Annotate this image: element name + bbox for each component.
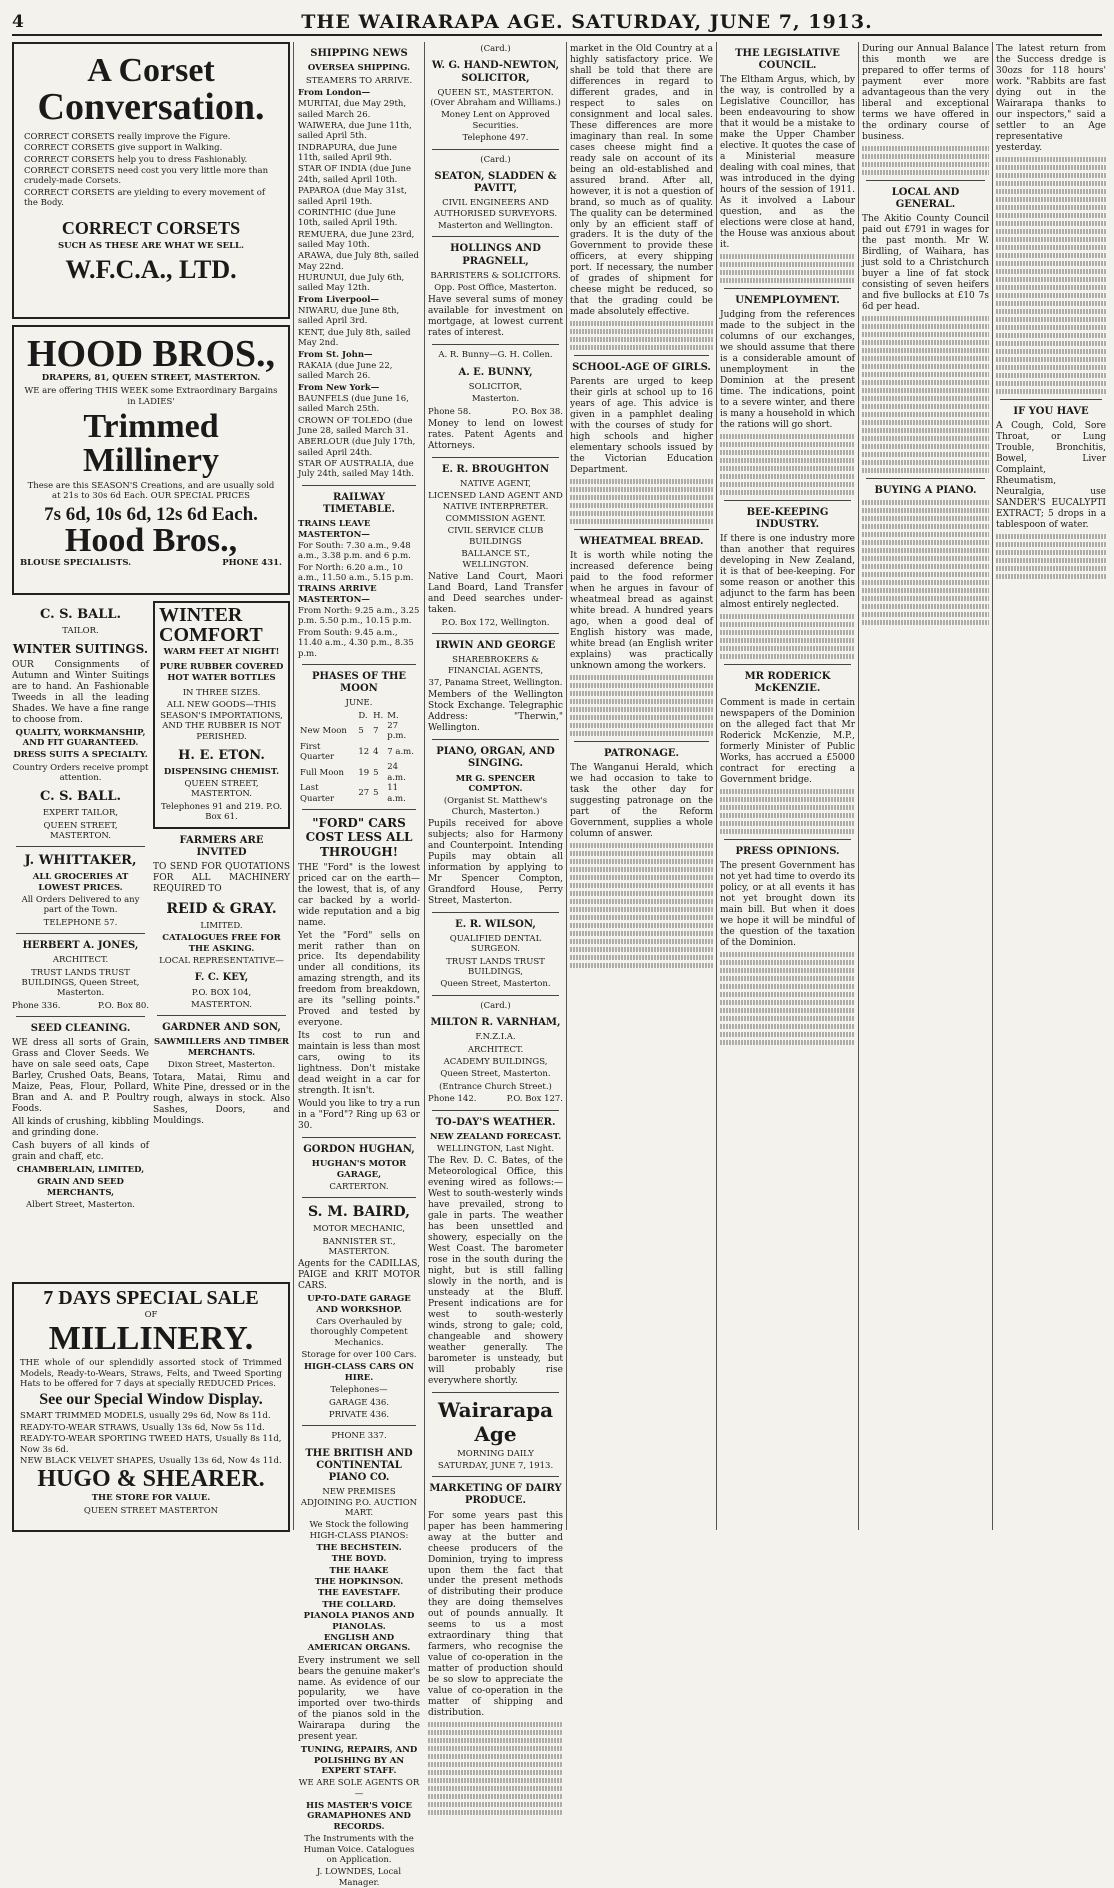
- editorial-column-2: [720, 42, 855, 1530]
- piano-brand: THE HAAKE: [329, 1565, 389, 1576]
- piano-brand: THE EAVESTAFF.: [317, 1588, 401, 1599]
- farmers-representative: LOCAL REPRESENTATIVE—: [159, 955, 284, 966]
- ship-entry: RAKAIA (due June 22, sailed March 26.: [298, 360, 393, 382]
- ship-entry: STAR OF AUSTRALIA, due July 24th, sailed May 14th.: [298, 459, 414, 480]
- consequences-text: During our Annual Balance this month we are prepared to offer terms of payment ever more advantageous than the very liberal and exceptional terms we have offered in the ordinary course of business.: [862, 44, 989, 142]
- bread-text: It is worth while noting the increased deference being paid to the food reformer when he argues in favour of wheatmeal bread as against white bread. A hundred years ago, when a good deal of English history was made, white bread (an English writer explains) was practically unknown among the workers.: [570, 551, 713, 671]
- patronage-title: PATRONAGE.: [603, 747, 679, 759]
- age-date: SATURDAY, JUNE 7, 1913.: [437, 1460, 554, 1471]
- ball-name: C. S. BALL.: [39, 607, 122, 622]
- moon-col: D.: [358, 710, 368, 721]
- railway-entry: For South: 7.30 a.m., 9.48 a.m., 3.38 p.m. and 6 p.m.: [298, 540, 411, 562]
- baird-hire: HIGH-CLASS CARS ON HIRE.: [304, 1362, 414, 1383]
- card-role: QUALIFIED DENTAL SURGEON.: [449, 934, 542, 955]
- sale-heading: 7 DAYS SPECIAL SALE: [43, 1287, 259, 1309]
- corset-line: CORRECT CORSETS give support in Walking.: [24, 143, 223, 154]
- winter-heading: WINTER: [159, 604, 243, 626]
- weather-date: WELLINGTON, Last Night.: [436, 1144, 555, 1155]
- ford-paragraph: Its cost to run and maintain is less than most cars, owing to its lightness. Don't mistake dead weight in a car for strength. It isn't.: [298, 1031, 420, 1097]
- sale-firm: HUGO & SHEARER.: [37, 1466, 265, 1493]
- railway-entry: From North: 9.25 a.m., 3.25 p.m. 5.50 p.m., 10.15 p.m.: [298, 606, 420, 627]
- weather-subtitle: NEW ZEALAND FORECAST.: [429, 1131, 562, 1142]
- farmers-box: P.O. BOX 104,: [191, 987, 252, 998]
- card-text: Pupils received for above subjects; also for Harmony and Counterpoint. Intending Pupils may obtain all information by applying to Mr Spencer Compton, Grandford House, Perry Street, Masterton.: [428, 819, 563, 906]
- right-advert-stack: [153, 601, 290, 1212]
- seed-text: WE dress all sorts of Grain, Grass and Clover Seeds. We have on sale seed oats, Cape Barley, Crushed Oats, Beans, Maize, Peas, Flour, Pollard, Bran and A. and P. Poultry Foods.: [12, 1038, 149, 1115]
- buying-piano-title: BUYING A PIANO.: [874, 484, 977, 496]
- card-licence: LICENSED LAND AGENT AND NATIVE INTERPRETER.: [428, 491, 563, 512]
- card-telephone: Telephone 497.: [462, 133, 529, 144]
- ship-entry: BAUNFELS (due June 16, sailed March 25th.: [298, 393, 409, 415]
- piano-brand: THE BECHSTEIN.: [316, 1542, 402, 1553]
- moon-col: H.: [373, 710, 384, 721]
- beekeeping-text: If there is one industry more than another that requires developing in New Zealand, it is that of bee-keeping. For some reason or another this adjunct to the farm has been almost entirely neglected.: [720, 534, 855, 610]
- unemployment-text: Judging from the references made to the subject in the columns of our exchanges, we should assume that there is a considerable amount of unemployment in the Dominion at the present time. The indications, point to a severe winter, and there is many a household in which the rations will go short.: [720, 310, 855, 430]
- card-role: NATIVE AGENT,: [460, 479, 531, 490]
- ship-entry: HURUNUI, due July 6th, sailed May 12th.: [298, 273, 405, 294]
- card-name: W. G. HAND-NEWTON, SOLICITOR,: [431, 60, 560, 84]
- railway-leave: TRAINS LEAVE MASTERTON—: [298, 519, 371, 540]
- sale-item: READY-TO-WEAR STRAWS, Usually 13s 6d, Now 5s 11d.: [20, 1422, 265, 1433]
- ship-entry: INDRAPURA, due June 11th, sailed April 9th.: [298, 142, 397, 164]
- shipping-column: [298, 42, 420, 1888]
- advert-column: [12, 42, 290, 1530]
- card-role: CIVIL ENGINEERS AND AUTHORISED SURVEYORS.: [433, 198, 558, 219]
- gardner-text: Totara, Matai, Rimu and White Pine, dressed or in the rough, always in stock. Also Sashes, Doors, and Mouldings.: [153, 1072, 290, 1127]
- card-role: SHAREBROKERS & FINANCIAL AGENTS,: [447, 655, 544, 676]
- card-phone: Phone 142.: [428, 1094, 477, 1105]
- farmers-town: MASTERTON.: [190, 999, 253, 1010]
- hughan-name: GORDON HUGHAN,: [303, 1143, 415, 1155]
- corset-line: CORRECT CORSETS really improve the Figure.: [24, 132, 231, 142]
- ship-entry: ABERLOUR (due July 17th, sailed April 24th.: [298, 437, 416, 458]
- ball-suitings: WINTER SUITINGS.: [12, 642, 149, 657]
- weather-text: The Rev. D. C. Bates, of the Meteorological Office, this evening wired as follows:— West to south-westerly winds have prevailed, strong to gale in parts. The weather has been unsettled and showery, especially on the West Coast. The barometer rose in the south during the night, but is still falling slowly in the north, and is unsteady at the Bluff. Present indications are for west to south-westerly winds, strong to gale; cold, changeable and showery weather generally. The barometer is unsteady, but will probably rise everywhere shortly.: [428, 1156, 563, 1386]
- card-box: P.O. Box 38.: [512, 406, 563, 417]
- age-subtitle: MORNING DAILY: [457, 1448, 534, 1459]
- railway-title: RAILWAY TIMETABLE.: [322, 491, 396, 516]
- whittaker-telephone: TELEPHONE 57.: [43, 917, 118, 928]
- card-name: HOLLINGS AND PRAGNELL,: [450, 243, 541, 267]
- corset-heading-2: Conversation.: [37, 86, 265, 128]
- card-label: (Card.): [480, 44, 511, 54]
- local-general-title: LOCAL AND GENERAL.: [891, 186, 960, 210]
- eton-telephone: Telephones 91 and 219. P.O. Box 61.: [160, 801, 283, 823]
- ball-address: QUEEN STREET, MASTERTON.: [43, 820, 118, 842]
- card-address: Queen Street, Masterton.: [440, 979, 551, 990]
- corset-line: CORRECT CORSETS are yielding to every movement of the Body.: [24, 187, 265, 209]
- moon-month: JUNE.: [345, 698, 373, 709]
- piano-manager: J. LOWNDES, Local Manager.: [316, 1867, 402, 1888]
- shipping-subtitle: OVERSEA SHIPPING.: [307, 63, 411, 74]
- hughan-role: HUGHAN'S MOTOR GARAGE,: [311, 1159, 407, 1180]
- railway-arrive: TRAINS ARRIVE MASTERTON—: [298, 584, 377, 605]
- piano-text: Every instrument we sell bears the genuine maker's name. As evidence of our popularity, we have imported over two-thirds of the pianos sold in the Wairarapa during the present year.: [298, 1655, 420, 1743]
- ship-entry: MURITAI, due May 29th, sailed March 26.: [298, 99, 407, 120]
- sale-text: THE whole of our splendidly assorted stock of Trimmed Models, Ready-to-Wears, Straws, Felts, and Tweed Sporting Hats to be offered for 7 days at specially REDUCED Prices.: [20, 1358, 282, 1390]
- hood-name: HOOD BROS.,: [26, 333, 276, 375]
- card-building: CIVIL SERVICE CLUB BUILDINGS: [447, 526, 544, 547]
- shipping-from: From London—: [298, 87, 371, 98]
- farmers-firm: REID & GRAY.: [166, 900, 277, 917]
- card-title: PIANO, ORGAN, AND SINGING.: [436, 746, 555, 770]
- seed-address: Albert Street, Masterton.: [25, 1199, 136, 1210]
- ball-name-2: C. S. BALL.: [39, 789, 122, 805]
- sale-address: QUEEN STREET MASTERTON: [83, 1505, 219, 1516]
- card-text: Members of the Wellington Stock Exchange. Telegraphic Address: "Therwin," Wellington.: [428, 690, 563, 734]
- moon-col: M.: [387, 710, 399, 721]
- card-address: Opp. Post Office, Masterton.: [434, 283, 557, 294]
- baird-storage: Storage for over 100 Cars.: [301, 1350, 417, 1361]
- railway-entry: For North: 6.20 a.m., 10 a.m., 11.50 a.m., 5.15 p.m.: [298, 562, 414, 584]
- cards-column: [428, 42, 563, 1719]
- piano-sole-agents: WE ARE SOLE AGENTS OR—: [298, 1778, 420, 1799]
- piano-premises: NEW PREMISES ADJOINING P.O. AUCTION MART.: [300, 1487, 418, 1518]
- card-role: BARRISTERS & SOLICITORS.: [430, 270, 561, 281]
- mckenzie-title: MR RODERICK McKENZIE.: [744, 670, 831, 695]
- moon-table: [298, 711, 420, 804]
- piano-brand: THE COLLARD.: [322, 1599, 396, 1610]
- jones-role: ARCHITECT.: [52, 955, 109, 966]
- card-role: (Organist St. Matthew's Church, Masterton.): [443, 796, 548, 817]
- baird-garage: UP-TO-DATE GARAGE AND WORKSHOP.: [307, 1294, 411, 1315]
- beekeeping-title: BEE-KEEPING INDUSTRY.: [746, 506, 829, 530]
- card-text: Money Lent on Approved Securities.: [441, 110, 550, 131]
- shipping-from: From St. John—: [298, 349, 373, 360]
- hood-offer: WE are offering THIS WEEK some Extraordinary Bargains in LADIES': [24, 386, 278, 407]
- winter-comfort-advert: [153, 601, 290, 829]
- ball-text: OUR Consignments of Autumn and Winter Suitings are to hand. An Fashionable Tweeds in all the leading Shades. We have a fine range to choose from.: [12, 659, 149, 725]
- piano-brand: ENGLISH AND AMERICAN ORGANS.: [307, 1632, 411, 1654]
- card-address: QUEEN ST., MASTERTON. (Over Abraham and Williams.): [430, 87, 561, 109]
- notes-text: The latest return from the Success dredge is 30ozs for 118 hours' work. "Rabbits are fast dying out in the Wairarapa thanks to our inspectors," said a settler to an Age representative yesterday.: [996, 44, 1106, 153]
- card-text: Have several sums of money available for investment on mortgage, at lowest current rates of interest.: [428, 295, 563, 339]
- moon-row: Full Moon 19 5 24 a.m.: [300, 762, 406, 783]
- winter-warm-feet: WARM FEET AT NIGHT!: [163, 647, 280, 657]
- page-number: 4: [12, 12, 24, 32]
- ship-entry: CROWN OF TOLEDO (due June 28, sailed March 31.: [298, 415, 413, 437]
- piano-catalogues: The Instruments with the Human Voice. Catalogues on Application.: [303, 1834, 415, 1865]
- notes-column: [996, 42, 1106, 1530]
- whittaker-name: J. WHITTAKER,: [24, 853, 137, 869]
- corset-advert: [12, 42, 290, 319]
- corset-heading: A Corset: [87, 52, 215, 89]
- ford-paragraph: THE "Ford" is the lowest priced car on the earth—the lowest, that is, of any car backed by a world-wide reputation and a big name.: [298, 862, 420, 928]
- ball-role: TAILOR.: [62, 625, 99, 636]
- railway-entry: From South: 9.45 a.m., 11.40 a.m., 4.30 p.m., 8.35 p.m.: [298, 627, 414, 659]
- baird-private-phone: PRIVATE 436.: [328, 1409, 390, 1420]
- card-address: 37, Panama Street, Wellington.: [428, 678, 563, 689]
- dairy-text: For some years past this paper has been hammering away at the butter and cheese producers of the Dominion, trying to impress upon them the fact that under the present methods of distributing their produce they are doing themselves out of pounds annually. It seems to us a most extraordinary thing that farmers, who recognise the value of co-operation in the matter of production should be so slow to appreciate the value of co-operation in the matter of shipping and distribution.: [428, 1510, 563, 1719]
- piano-hmv: HIS MASTER'S VOICE GRAMAPHONES AND RECORDS.: [306, 1801, 412, 1832]
- hood-prices: 7s 6d, 10s 6d, 12s 6d Each.: [44, 503, 258, 525]
- dairy-title: MARKETING OF DAIRY PRODUCE.: [429, 1483, 562, 1507]
- seed-role: GRAIN AND SEED MERCHANTS,: [37, 1177, 124, 1198]
- card-address: Masterton and Wellington.: [438, 220, 553, 231]
- piano-tuning: TUNING, REPAIRS, AND POLISHING BY AN EXPERT STAFF.: [300, 1745, 418, 1777]
- whittaker-orders: All Orders Delivered to any part of the Town.: [21, 894, 140, 916]
- farmers-limited: LIMITED.: [200, 920, 243, 931]
- baird-garage-phone: GARAGE 436.: [328, 1397, 390, 1408]
- sale-millinery: MILLINERY.: [48, 1320, 254, 1358]
- hughan-town: CARTERTON.: [329, 1181, 389, 1192]
- hood-trimmed: Trimmed: [83, 408, 219, 446]
- ship-entry: WAIWERA, due June 11th, sailed April 5th.: [298, 120, 412, 142]
- press-title: PRESS OPINIONS.: [735, 846, 840, 857]
- card-name: MILTON R. VARNHAM,: [430, 1017, 561, 1029]
- corset-caption: CORRECT CORSETS: [61, 217, 241, 238]
- card-box: P.O. Box 127.: [506, 1094, 563, 1105]
- corset-line: CORRECT CORSETS need cost you very little more than crudely-made Corsets.: [24, 166, 269, 187]
- card-building: ACADEMY BUILDINGS,: [443, 1057, 548, 1068]
- ford-title: "FORD" CARS COST LESS ALL THROUGH!: [305, 815, 413, 860]
- card-degree: F.N.Z.I.A.: [475, 1032, 516, 1043]
- jones-name: HERBERT A. JONES,: [22, 940, 139, 952]
- card-role: ARCHITECT.: [467, 1044, 524, 1055]
- hood-bros-advert: [12, 325, 290, 595]
- card-name: SEATON, SLADDEN & PAVITT,: [434, 170, 557, 195]
- hood-specialists: BLOUSE SPECIALISTS.: [20, 557, 132, 568]
- comfort-heading: COMFORT: [159, 624, 263, 646]
- ship-entry: REMUERA, due June 23rd, sailed May 10th.: [298, 229, 415, 250]
- sale-store: THE STORE FOR VALUE.: [91, 1493, 211, 1504]
- piano-brand: THE HOPKINSON.: [314, 1577, 404, 1588]
- seed-cash: Cash buyers of all kinds of grain and chaff, etc.: [12, 1140, 149, 1162]
- school-title: SCHOOL-AGE OF GIRLS.: [572, 362, 711, 374]
- hood-address: DRAPERS, 81, QUEEN STREET, MASTERTON.: [41, 373, 261, 383]
- corset-tagline: SUCH AS THESE ARE WHAT WE SELL.: [57, 240, 244, 251]
- sale-window-display: See our Special Window Display.: [39, 1391, 263, 1409]
- winter-goods: ALL NEW GOODS—THIS SEASON'S IMPORTATIONS, AND THE RUBBER IS NOT PERISHED.: [160, 700, 283, 742]
- ship-entry: STAR OF INDIA (due June 24th, sailed April 10th.: [298, 164, 411, 185]
- baird-name: S. M. BAIRD,: [308, 1204, 410, 1221]
- mckenzie-text: Comment is made in certain newspapers of the Dominion on the alleged fact that Mr Roderick McKenzie, M.P., formerly Minister of Public Works, has accrued a £5000 contract for erecting a Government bridge.: [720, 698, 855, 786]
- seed-title: SEED CLEANING.: [30, 1023, 131, 1035]
- piano-stock: We Stock the following HIGH-CLASS PIANOS:: [309, 1520, 409, 1541]
- press-text: The present Government has not yet had time to overdo its policy, or at all events it has not yet brought down its main bill. But when it does we hope it will be mindful of the question of the taxation of the Dominion.: [720, 861, 855, 948]
- school-text: Parents are urged to keep their girls at school up to 16 years of age. This advice is given in a pamphlet dealing with the courses of study for high schools and higher elementary schools issued by the Victorian Education Department.: [570, 377, 713, 476]
- ship-entry: NIWARU, due June 8th, sailed April 3rd.: [298, 306, 400, 327]
- card-address: BALLANCE ST., WELLINGTON.: [461, 549, 530, 570]
- local-news-column: [862, 42, 989, 1530]
- card-text: Money to lend on lowest rates. Patent Agents and Attorneys.: [428, 418, 563, 451]
- newspaper-title: THE WAIRARAPA AGE. SATURDAY, JUNE 7, 1913.: [301, 11, 873, 33]
- jones-address: TRUST LANDS TRUST BUILDINGS, Queen Street, Masterton.: [21, 967, 140, 999]
- shipping-arrive: STEAMERS TO ARRIVE.: [305, 75, 413, 86]
- unemployment-title: UNEMPLOYMENT.: [735, 294, 840, 306]
- baird-role: MOTOR MECHANIC,: [312, 1224, 406, 1235]
- editorial-column: [570, 42, 713, 1530]
- left-advert-stack: [12, 601, 149, 1212]
- seed-firm: CHAMBERLAIN, LIMITED,: [16, 1164, 145, 1175]
- ship-entry: PAPAROA (due May 31st, sailed April 19th.: [298, 186, 407, 207]
- card-role: SOLICITOR,: [468, 381, 523, 392]
- moon-row: Last Quarter 27 5 11 a.m.: [300, 783, 406, 804]
- patronage-text: The Wanganui Herald, which we had occasion to take to task the other day for suggesting patronage on the part of the Reform Government, supplies a whole column of answer.: [570, 763, 713, 839]
- farmers-catalogues: CATALOGUES FREE FOR THE ASKING.: [162, 933, 281, 954]
- hood-phone: PHONE 431.: [222, 557, 282, 568]
- farmers-title: FARMERS ARE INVITED: [179, 834, 264, 858]
- market-text: market in the Old Country at a highly satisfactory price. We shall be told that there are differences in regard to different grades, and in respect to sales on consignment and local sales. These differences are more imaginary than real. In some cases cheese might find a ready sale on account of its being an old-established and assured brand. After all, however, it is not a question of brand, so much as of quality. The quality can be determined only by an efficient staff of graders. It is the duty of the Government to provide these officers, at every shipping port. If necessary, the number of grades of shipment for cheese might be reduced, so that the grading could be made absolutely effective.: [570, 44, 713, 318]
- baird-telephones: Telephones—: [330, 1385, 388, 1396]
- piano-phone: PHONE 337.: [331, 1431, 387, 1442]
- ball-dress-suits: DRESS SUITS A SPECIALTY.: [13, 750, 148, 761]
- shipping-from: From Liverpool—: [298, 294, 380, 305]
- whittaker-line: ALL GROCERIES AT LOWEST PRICES.: [32, 872, 129, 893]
- card-name: IRWIN AND GEORGE: [435, 640, 556, 652]
- piano-brand: PIANOLA PIANOS AND PIANOLAS.: [303, 1611, 415, 1632]
- winter-sizes: IN THREE SIZES.: [182, 688, 261, 699]
- farmers-text: TO SEND FOR QUOTATIONS FOR ALL MACHINERY REQUIRED TO: [153, 861, 290, 894]
- card-entrance: (Entrance Church Street.): [439, 1081, 552, 1092]
- corset-line: CORRECT CORSETS help you to dress Fashionably.: [24, 154, 248, 165]
- card-name: MR G. SPENCER COMPTON.: [455, 773, 536, 795]
- card-address: Queen Street, Masterton.: [440, 1069, 551, 1080]
- wairarapa-age-title: Wairarapa Age: [437, 1397, 554, 1447]
- card-name: E. R. BROUGHTON: [441, 463, 550, 475]
- farmers-rep-name: F. C. KEY,: [194, 972, 249, 984]
- piano-brand: THE BOYD.: [331, 1554, 387, 1565]
- gardner-role: SAWMILLERS AND TIMBER MERCHANTS.: [154, 1037, 289, 1058]
- moon-row: New Moon 5 7 27 p.m.: [300, 720, 407, 742]
- baird-address: BANNISTER ST., MASTERTON.: [322, 1236, 396, 1258]
- card-label: (Card.): [480, 1000, 511, 1011]
- piano-company: THE BRITISH AND CONTINENTAL PIANO CO.: [305, 1447, 413, 1483]
- baird-agents: Agents for the CADILLAS, PAIGE and KRIT MOTOR CARS.: [298, 1259, 420, 1292]
- local-general-text: The Akitio County Council paid out £791 in wages for the past month. Mr W. Birdling, of Waihara, has just sold to a Christchurch buyer a line of fat stock consisting of seven heifers and five bullocks at £10 7s 6d per head.: [862, 214, 989, 312]
- legislative-text: The Eltham Argus, which, by the way, is controlled by a Legislative Councillor, has been endeavouring to show that it would be a mistake to make the Upper Chamber elective. It quotes the case of a Ministerial measure dealing with coal mines, that was introduced in the dying hours of the session of 1911. As it involved a Labour question, and as the elections were close at hand, the House was anxious about it.: [720, 75, 855, 250]
- masthead: [12, 10, 1102, 36]
- cough-advert-text: A Cough, Cold, Sore Throat, or Lung Trouble, Bronchitis, Bowel, Liver Complaint, Rheumatism, Neuralgia, use SANDER'S EUCALYPTI EXTRACT; 5 drops in a tablespoon of water.: [996, 420, 1106, 530]
- sale-item: SMART TRIMMED MODELS, usually 29s 6d, Now 8s 11d.: [20, 1411, 271, 1422]
- baird-overhauled: Cars Overhauled by thoroughly Competent Mechanics.: [310, 1317, 408, 1348]
- gardner-name: GARDNER AND SON,: [162, 1022, 281, 1034]
- card-top: A. R. Bunny—G. H. Collen.: [438, 350, 553, 361]
- moon-title: PHASES OF THE MOON: [311, 670, 407, 695]
- sale-of: OF: [144, 1310, 158, 1320]
- ship-entry: CORINTHIC (due June 10th, sailed April 19th.: [298, 207, 398, 229]
- card-box: P.O. Box 172, Wellington.: [441, 617, 550, 628]
- hood-description: These are this SEASON'S Creations, and are usually sold at 21s to 30s 6d Each. OUR SPECIAL PRICES: [27, 481, 275, 502]
- ship-entry: KENT, due July 8th, sailed May 2nd.: [298, 327, 411, 349]
- ball-quality: QUALITY, WORKMANSHIP, AND FIT GUARANTEED.: [15, 727, 146, 749]
- hood-name-2: Hood Bros.,: [64, 521, 238, 559]
- corset-firm: W.F.C.A., LTD.: [65, 254, 237, 284]
- card-building: TRUST LANDS TRUST BUILDINGS,: [446, 956, 545, 978]
- seed-crushing: All kinds of crushing, kibbling and grinding done.: [12, 1117, 149, 1138]
- ball-country-orders: Country Orders receive prompt attention.: [12, 762, 149, 784]
- weather-title: TO-DAY'S WEATHER.: [435, 1116, 556, 1128]
- hood-millinery: Millinery: [83, 442, 219, 480]
- sale-item: NEW BLACK VELVET SHAPES, Usually 13s 6d, Now 4s 11d.: [20, 1455, 282, 1466]
- winter-bottles: PURE RUBBER COVERED HOT WATER BOTTLES: [159, 662, 284, 683]
- eton-role: DISPENSING CHEMIST.: [163, 766, 280, 777]
- card-phone: Phone 58.: [428, 406, 472, 417]
- eton-address: QUEEN STREET, MASTERTON.: [184, 779, 259, 800]
- bread-title: WHEATMEAL BREAD.: [579, 536, 704, 548]
- legislative-title: THE LEGISLATIVE COUNCIL.: [735, 48, 840, 72]
- shipping-title: SHIPPING NEWS: [310, 48, 408, 59]
- card-label: (Card.): [480, 154, 511, 165]
- jones-box: P.O. Box 80.: [98, 1000, 149, 1011]
- shipping-from: From New York—: [298, 382, 380, 393]
- sale-item: READY-TO-WEAR SPORTING TWEED HATS, Usually 8s 11d, Now 3s 6d.: [20, 1434, 282, 1455]
- card-text: Native Land Court, Maori Land Board, Land Transfer and Deed searches under-taken.: [428, 571, 563, 615]
- card-commission: COMMISSION AGENT.: [445, 514, 546, 525]
- jones-phone: Phone 336.: [12, 1000, 61, 1011]
- ball-role-2: EXPERT TAILOR,: [42, 808, 119, 819]
- millinery-sale-advert: [12, 1282, 290, 1532]
- ford-paragraph: Would you like to try a run in a "Ford"? Ring up 63 or 30.: [298, 1099, 420, 1132]
- moon-row: First Quarter 12 4 7 a.m.: [300, 741, 414, 763]
- card-town: Masterton.: [471, 394, 520, 405]
- eton-name: H. E. ETON.: [178, 747, 265, 763]
- gardner-address: Dixon Street, Masterton.: [167, 1060, 276, 1071]
- if-you-have-title: IF YOU HAVE: [1013, 405, 1089, 417]
- ford-paragraph: Yet the "Ford" sells on merit rather than on price. Its dependability under all conditions, its amazing strength, and its freedom from breakdown, are its "selling points." Proved and tested by everyone.: [298, 930, 420, 1029]
- card-name: A. E. BUNNY,: [458, 366, 533, 378]
- ship-entry: ARAWA, due July 8th, sailed May 22nd.: [298, 251, 419, 272]
- card-name: E. R. WILSON,: [455, 918, 536, 930]
